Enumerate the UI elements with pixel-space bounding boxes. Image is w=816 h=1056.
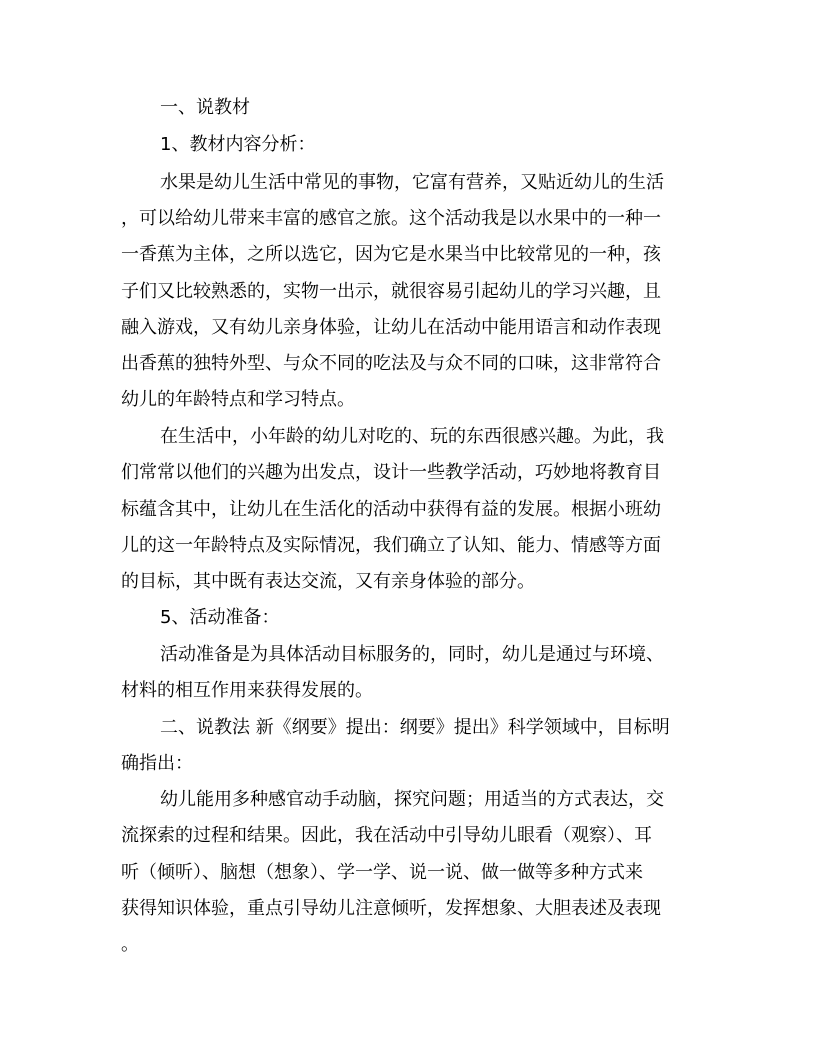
paragraph-line: 一香蕉为主体，之所以选它，因为它是水果当中比较常见的一种，孩 [121, 244, 661, 265]
paragraph-line: 标蕴含其中，让幼儿在生活化的活动中获得有益的发展。根据小班幼 [121, 499, 661, 520]
paragraph-line: 子们又比较熟悉的，实物一出示，就很容易引起幼儿的学习兴趣，且 [121, 281, 661, 302]
section-heading: 确指出： [121, 753, 193, 774]
paragraph-line: 在生活中，小年龄的幼儿对吃的、玩的东西很感兴趣。为此，我 [160, 426, 664, 447]
subsection-heading: 5、活动准备： [160, 607, 280, 628]
paragraph-line: 幼儿能用多种感官动手动脑，探究问题；用适当的方式表达，交 [160, 789, 664, 810]
paragraph-line: 的目标，其中既有表达交流，又有亲身体验的部分。 [121, 571, 535, 592]
paragraph-line: 幼儿的年龄特点和学习特点。 [121, 389, 355, 410]
paragraph-line: 活动准备是为具体活动目标服务的，同时，幼儿是通过与环境、 [160, 644, 664, 665]
paragraph-line: 融入游戏，又有幼儿亲身体验，让幼儿在活动中能用语言和动作表现 [121, 317, 661, 338]
paragraph-line: 出香蕉的独特外型、与众不同的吃法及与众不同的口味，这非常符合 [121, 353, 661, 374]
paragraph-line: 听（倾听）、脑想（想象）、学一学、说一说、做一做等多种方式来 [121, 862, 643, 883]
section-heading: 一、说教材 [160, 97, 250, 118]
paragraph-line: 获得知识体验，重点引导幼儿注意倾听，发挥想象、大胆表述及表现 [121, 898, 661, 919]
paragraph-line: ，可以给幼儿带来丰富的感官之旅。这个活动我是以水果中的一种一 [121, 208, 661, 229]
subsection-heading: 1、教材内容分析： [160, 134, 316, 155]
paragraph-line: 材料的相互作用来获得发展的。 [121, 680, 373, 701]
paragraph-line: 们常常以他们的兴趣为出发点，设计一些教学活动，巧妙地将教育目 [121, 462, 661, 483]
paragraph-line: 儿的这一年龄特点及实际情况，我们确立了认知、能力、情感等方面 [121, 535, 661, 556]
section-heading: 二、说教法 新《纲要》提出：纲要》提出》科学领域中，目标明 [160, 717, 670, 738]
paragraph-line: 流探索的过程和结果。因此，我在活动中引导幼儿眼看（观察）、耳 [121, 825, 652, 846]
paragraph-line: 水果是幼儿生活中常见的事物，它富有营养，又贴近幼儿的生活 [160, 172, 664, 193]
paragraph-line: 。 [121, 934, 139, 955]
